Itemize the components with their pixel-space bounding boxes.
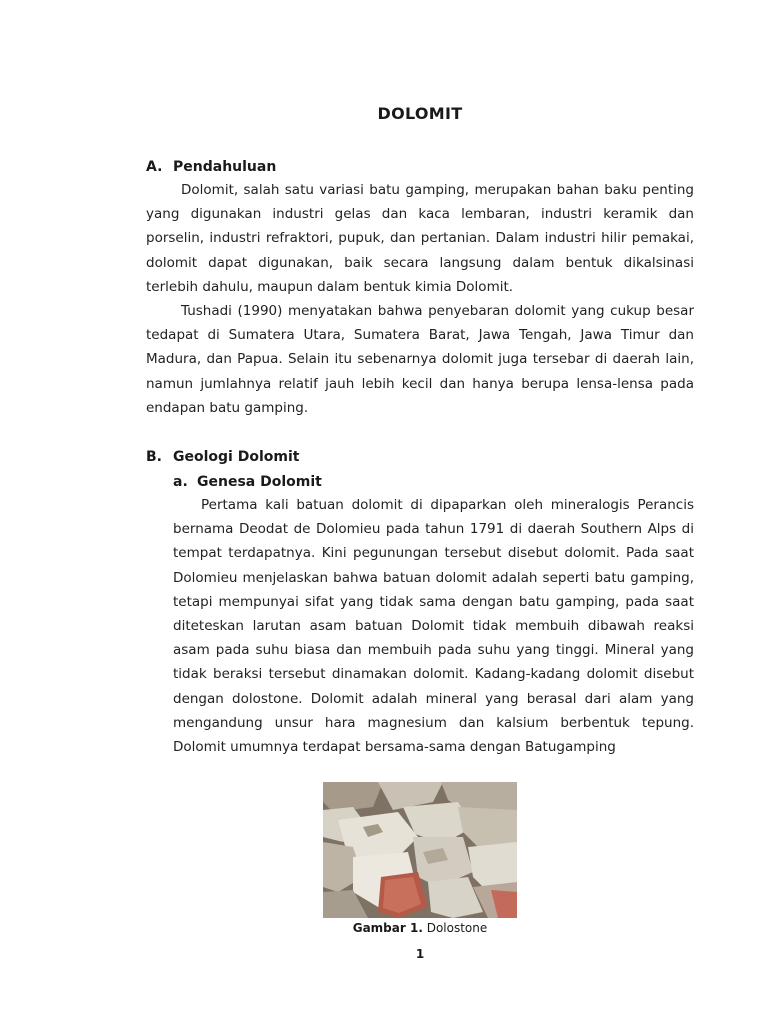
subsection-a-heading [173, 473, 322, 491]
subsection-a-number: a. [173, 474, 188, 490]
figure-caption-text: Dolostone [422, 921, 488, 935]
section-b-title: Geologi Dolomit [173, 449, 300, 465]
section-b-number: B. [146, 449, 162, 465]
section-a-heading [146, 158, 276, 176]
section-b-heading [146, 448, 299, 466]
subsection-a-title: Genesa Dolomit [197, 474, 322, 490]
figure-caption [0, 920, 768, 936]
section-a-title: Pendahuluan [173, 159, 277, 175]
section-a-number: A. [146, 159, 163, 175]
section-a-paragraph-2: Tushadi (1990) menyatakan bahwa penyebaran dolomit yang cukup besar tedapat di Sumatera Utara, Sumatera Barat, Jawa Tengah, Jawa Timur dan Madura, dan Papua. Selain itu sebenarnya dolomit juga tersebar di daerah lain, namun jumlahnya relatif jauh lebih kecil dan hanya berupa lensa-lensa pada endapan batu gamping. [146, 303, 694, 416]
dolostone-photo [323, 782, 517, 918]
document-title: DOLOMIT [377, 104, 463, 123]
page-number: 1 [415, 947, 425, 961]
section-a-paragraph-1: Dolomit, salah satu variasi batu gamping, merupakan bahan baku penting yang digunakan industri gelas dan kaca lembaran, industri keramik dan porselin, industri refraktori, pupuk, dan pertanian. Dalam industri hilir pemakai, dolomit dapat digunakan, baik secara langsung dalam bentuk dikalsinasi terlebih dahulu, maupun dalam bentuk kimia Dolomit. [146, 182, 694, 295]
figure-caption-label: Gambar 1. [352, 921, 423, 935]
subsection-a-paragraph: Pertama kali batuan dolomit di dipaparkan oleh mineralogis Perancis bernama Deodat de Dolomieu pada tahun 1791 di daerah Southern Alps di tempat terdapatnya. Kini pegunungan tersebut disebut dolomit. Pada saat Dolomieu menjelaskan bahwa batuan dolomit adalah seperti batu gamping, tetapi mempunyai sifat yang tidak sama dengan batu gamping, pada saat diteteskan larutan asam batuan Dolomit tidak membuih dibawah reaksi asam pada suhu biasa dan membuih pada suhu yang tinggi. Mineral yang tidak beraksi tersebut dinamakan dolomit. Kadang-kadang dolomit disebut dengan dolostone. Dolomit adalah mineral yang berasal dari alam yang mengandung unsur hara magnesium dan kalsium berbentuk tepung. Dolomit umumnya terdapat bersama-sama dengan Batugamping [173, 497, 694, 756]
